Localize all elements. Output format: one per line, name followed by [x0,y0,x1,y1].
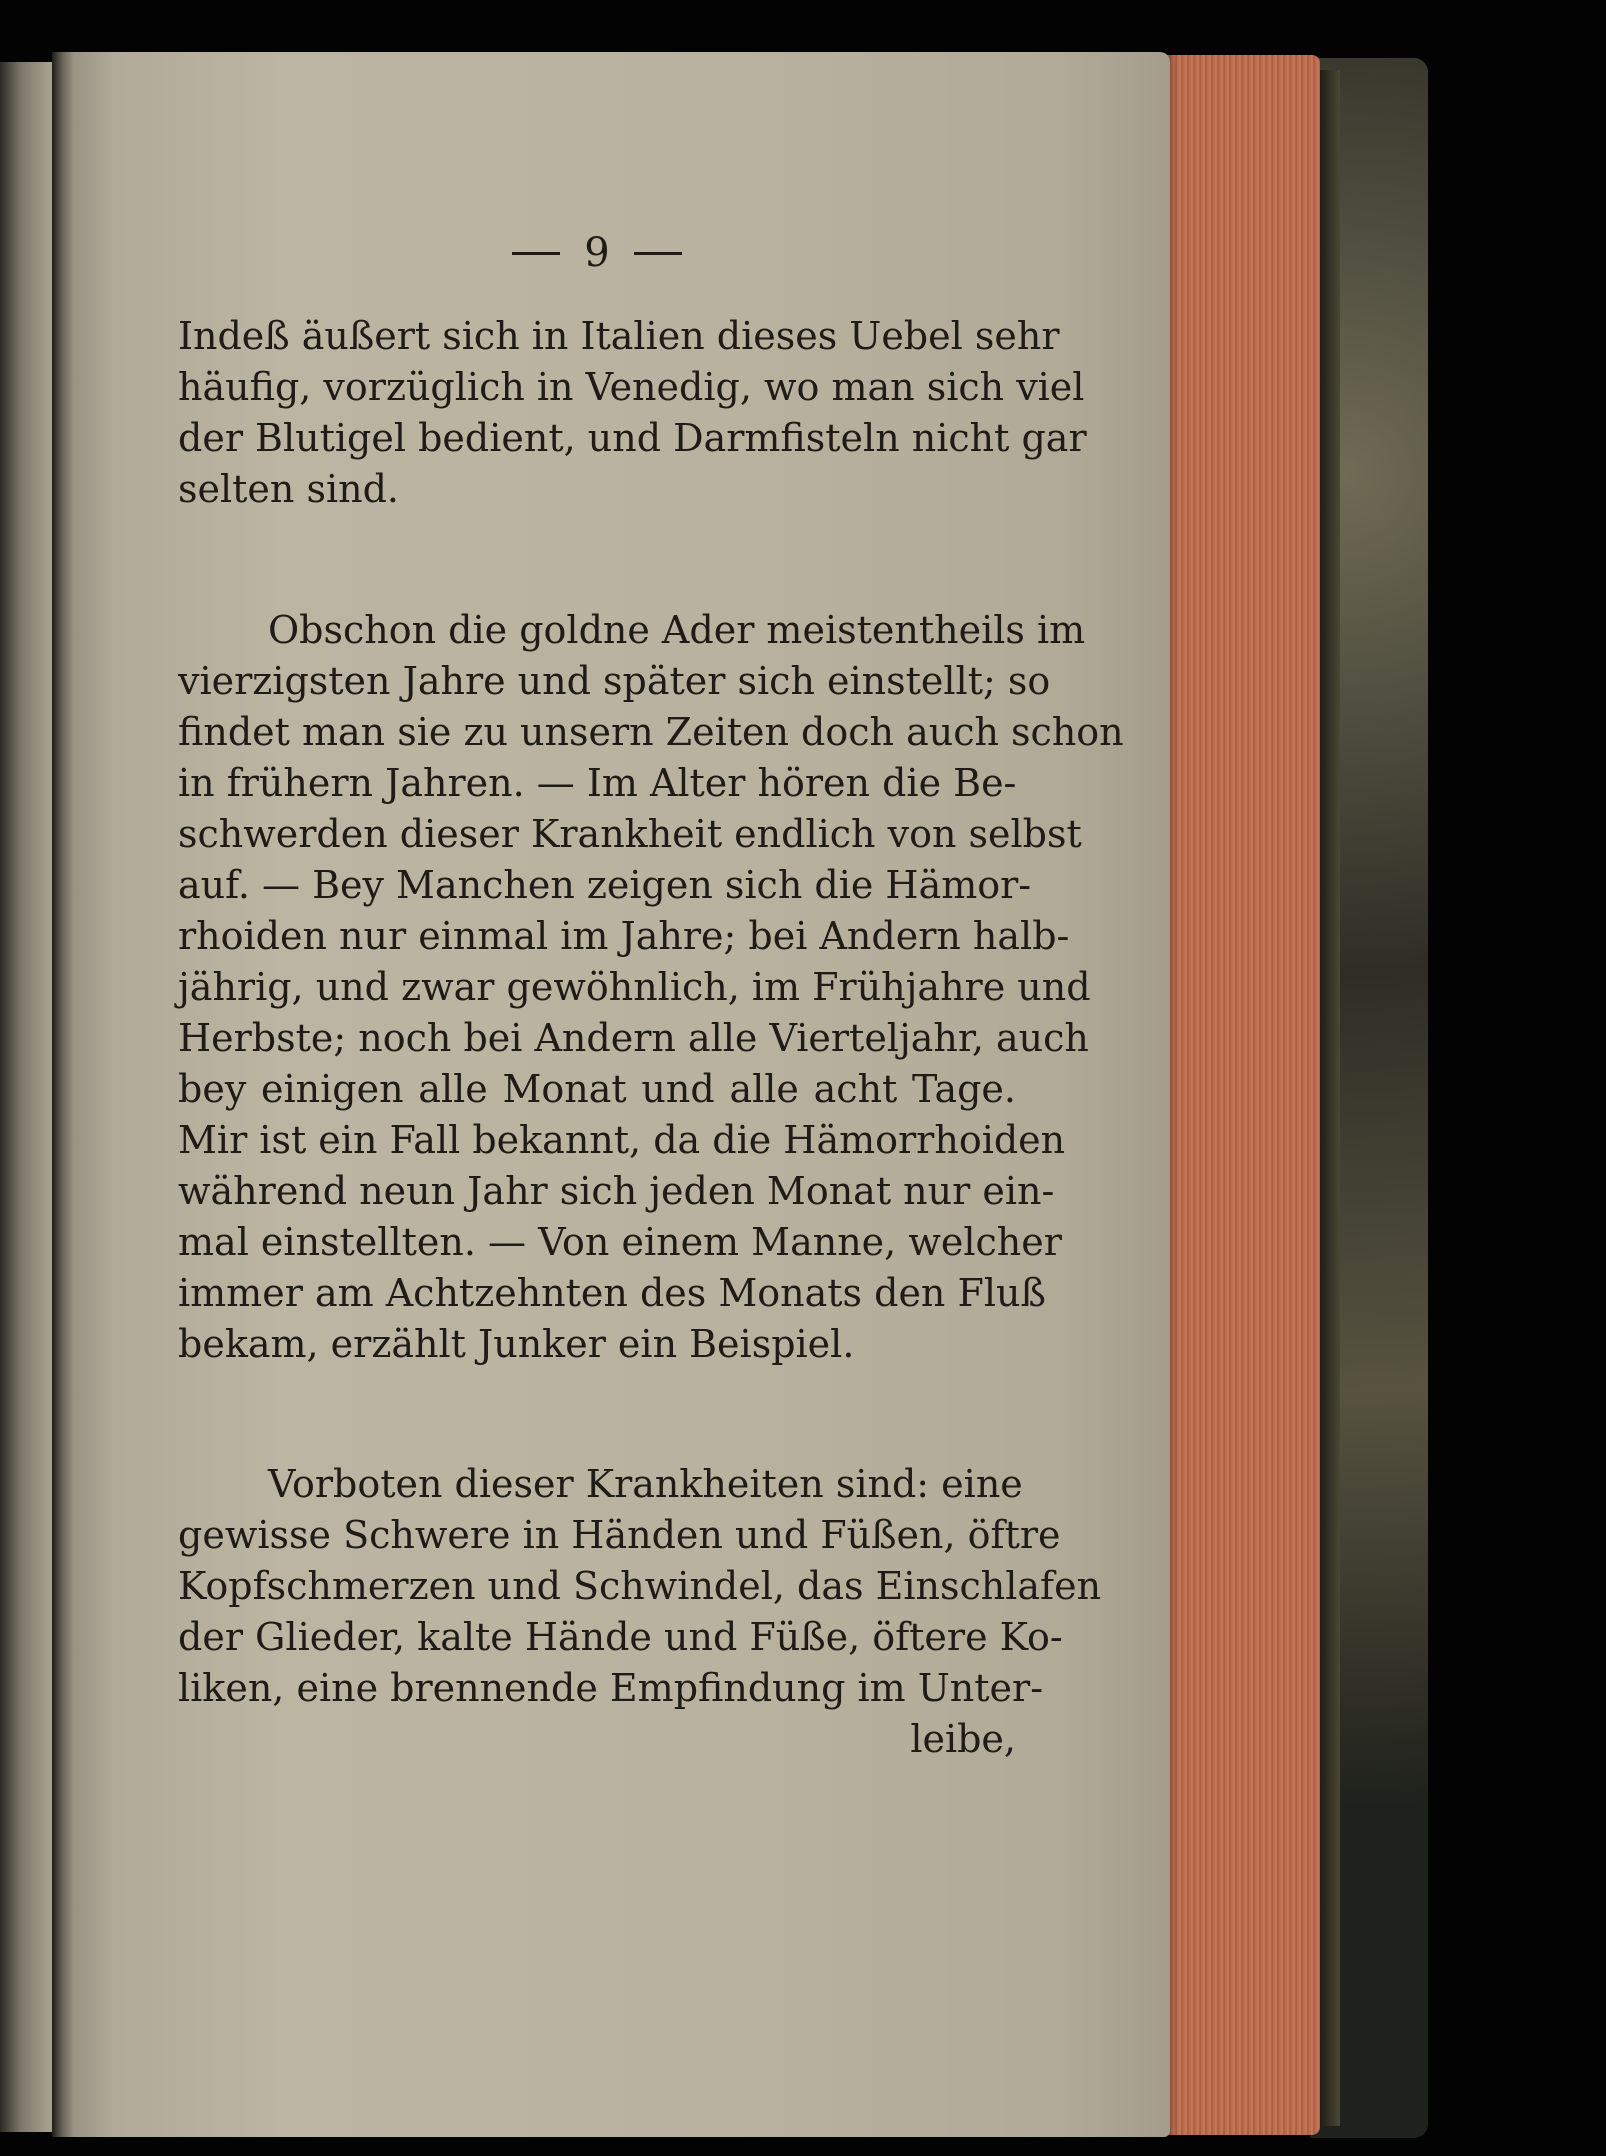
gutter-shadow [52,52,74,2137]
text-line: Vorboten dieser Krankheiten sind: eine [268,1462,1023,1506]
text-line: Mir ist ein Fall bekannt, da die Hämorrhoiden [178,1118,1066,1162]
header-dash-left [512,252,560,255]
text-line: gewisse Schwere in Händen und Füßen, öftre [178,1513,1061,1557]
text-line: in frühern Jahren. — Im Alter hören die Be- [178,761,1017,805]
text-line: Indeß äußert sich in Italien dieses Uebel sehr [178,314,1060,358]
cover-edge [1318,70,1340,2126]
text-line: jährig, und zwar gewöhnlich, im Frühjahre und [178,965,1091,1009]
text-line: bekam, erzählt Junker ein Beispiel. [178,1322,855,1366]
page-header [178,225,1016,275]
page-fore-edge [1160,55,1320,2135]
text-line: der Glieder, kalte Hände und Füße, öftere Ko- [178,1615,1063,1659]
catchword: leibe, [910,1717,1016,1761]
text-line: Kopfschmerzen und Schwindel, das Einschlafen [178,1564,1102,1608]
text-line: häufig, vorzüglich in Venedig, wo man sich viel [178,365,1085,409]
text-line: selten sind. [178,467,399,511]
page-number: 9 [584,229,610,276]
text-line: immer am Achtzehnten des Monats den Fluß [178,1271,1046,1315]
text-line: mal einstellten. — Von einem Manne, welcher [178,1220,1062,1264]
text-line: rhoiden nur einmal im Jahre; bei Andern halb- [178,914,1070,958]
text-line: liken, eine brennende Empfindung im Unter- [178,1666,1044,1710]
text-line: vierzigsten Jahre und später sich einstellt; so [178,659,1051,703]
text-line: Obschon die goldne Ader meistentheils im [268,608,1086,652]
text-line: Herbste; noch bei Andern alle Vierteljahr, auch [178,1016,1089,1060]
text-line: bey einigen alle Monat und alle acht Tage. [178,1067,1016,1111]
text-line: während neun Jahr sich jeden Monat nur ein- [178,1169,1055,1213]
text-line: findet man sie zu unsern Zeiten doch auch schon [178,710,1124,754]
header-dash-right [634,252,682,255]
text-line: auf. — Bey Manchen zeigen sich die Hämor- [178,863,1032,907]
text-line: schwerden dieser Krankheit endlich von selbst [178,812,1082,856]
text-line: der Blutigel bedient, und Darmfisteln nicht gar [178,416,1087,460]
